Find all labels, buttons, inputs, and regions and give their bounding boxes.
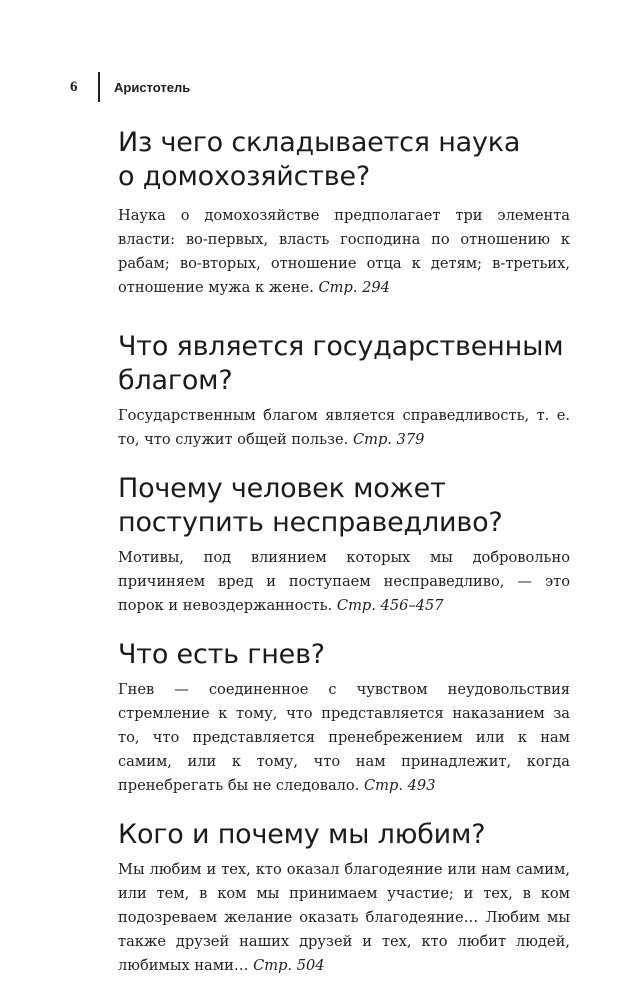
header-divider	[98, 72, 100, 102]
section-text: Наука о домохозяйстве предполагает три элемента власти: во-первых, власть господина по отношению к рабам; во-вторых, отношение отца к детям; в-третьих, отношение мужа к жене. Стр. 294	[118, 207, 570, 296]
page-number: 6	[70, 78, 78, 95]
section-anger	[118, 638, 570, 798]
section-text: Мотивы, под влиянием которых мы добровольно причиняем вред и поступаем несправедливо, — это порок и невоздержанность. Стр. 456–457	[118, 549, 570, 614]
running-title: Аристотель	[114, 79, 191, 95]
page-reference: Стр. 456–457	[336, 597, 444, 614]
section-love	[118, 818, 570, 978]
page-content	[118, 126, 570, 998]
section-text: Гнев — соединенное с чувством неудовольствия стремление к тому, что представляется наказанием за то, что представляется пренебрежением или к нам самим, или к тому, что нам принадлежит, когда пренебрегать бы не следовало. Стр. 493	[118, 681, 570, 794]
section-text: Мы любим и тех, кто оказал благодеяние или нам самим, или тем, в ком мы принимаем участие; и тех, в ком подозреваем желание оказать благодеяние… Любим мы также друзей наших друзей и тех, кто любит людей, любимых нами… Стр. 504	[118, 861, 570, 974]
section-heading: Кого и почему мы любим?	[118, 819, 486, 850]
page-reference: Стр. 379	[352, 431, 425, 448]
section-heading: Что есть гнев?	[118, 639, 325, 670]
section-heading: Из чего складывается наука о домохозяйстве?	[118, 127, 521, 192]
section-household	[118, 126, 570, 300]
page-reference: Стр. 493	[364, 777, 436, 794]
page-reference: Стр. 294	[318, 279, 390, 296]
section-injustice	[118, 472, 570, 618]
running-header	[70, 72, 190, 102]
section-text: Государственным благом является справедливость, т. е. то, что служит общей пользе. Стр. 379	[118, 407, 570, 448]
section-heading: Почему человек может поступить несправедливо?	[118, 473, 503, 538]
section-state-good	[118, 330, 570, 452]
section-heading: Что является государственным благом?	[118, 331, 564, 396]
page-reference: Стр. 504	[253, 957, 325, 974]
